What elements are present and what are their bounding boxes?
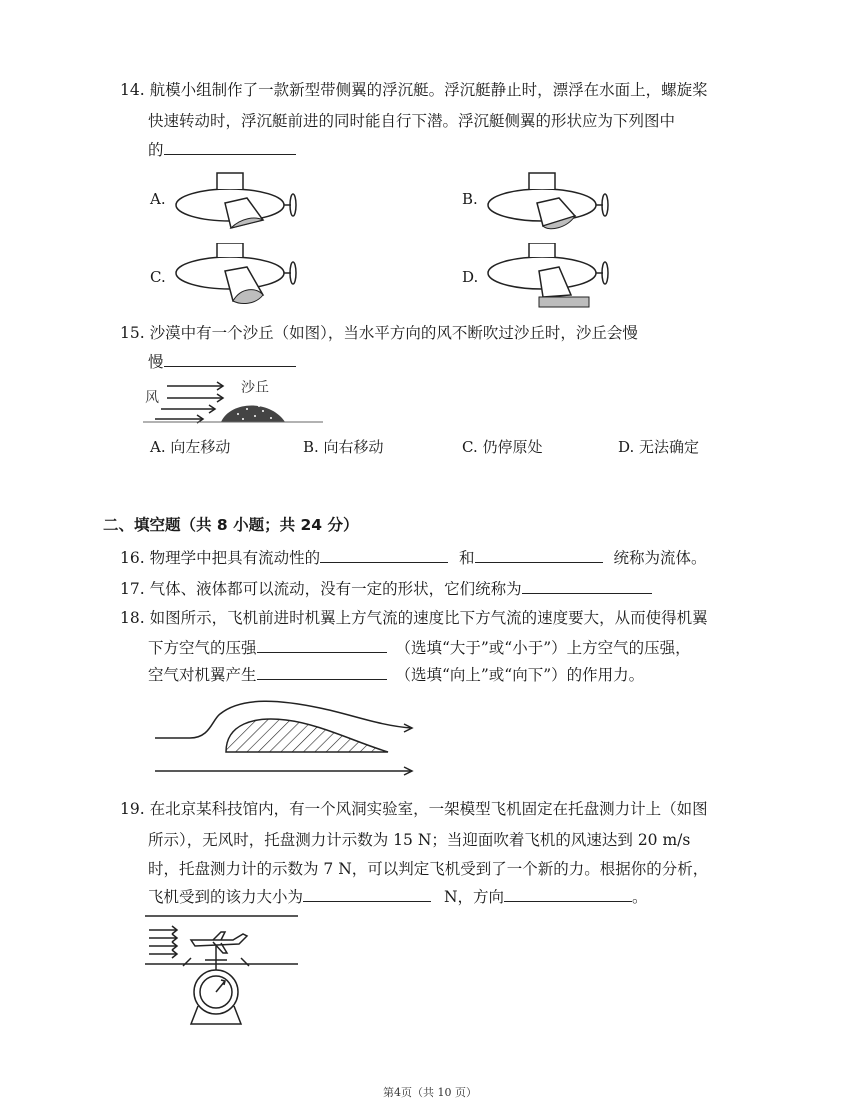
q18-line2-text-a: 下方空气的压强 bbox=[148, 639, 257, 657]
q19-line4-text-c: 。 bbox=[632, 888, 648, 906]
q16-line bbox=[120, 546, 706, 569]
q17-text: 17. 气体、液体都可以流动，没有一定的形状，它们统称为 bbox=[120, 580, 522, 598]
q15-option-d[interactable]: D. 无法确定 bbox=[618, 438, 700, 456]
q14-line2: 快速转动时，浮沉艇前进的同时能自行下潜。浮沉艇侧翼的形状应为下列图中 bbox=[148, 112, 676, 130]
q16-text-3: 统称为流体。 bbox=[613, 549, 707, 567]
q18-figure-airfoil bbox=[150, 690, 420, 782]
q18-line3-text-b: （选填“向上”或“向下”）的作用力。 bbox=[395, 666, 645, 684]
q16-blank-2[interactable] bbox=[475, 546, 603, 563]
q18-blank-2[interactable] bbox=[257, 663, 387, 680]
q19-line2: 所示），无风时，托盘测力计示数为 15 N；当迎面吹着飞机的风速达到 20 m/s bbox=[148, 831, 691, 849]
q19-blank-2[interactable] bbox=[504, 885, 632, 902]
q15-line1: 15. 沙漠中有一个沙丘（如图），当水平方向的风不断吹过沙丘时，沙丘会慢 bbox=[120, 324, 638, 342]
q18-line1: 18. 如图所示，飞机前进时机翼上方气流的速度比下方气流的速度要大，从而使得机翼 bbox=[120, 609, 708, 627]
q14-figure-a bbox=[175, 168, 305, 238]
q15-answer-blank[interactable] bbox=[164, 350, 296, 367]
q15-dune-label: 沙丘 bbox=[241, 380, 269, 396]
q19-line4 bbox=[148, 885, 648, 908]
q19-line1: 19. 在北京某科技馆内，有一个风洞实验室，一架模型飞机固定在托盘测力计上（如图 bbox=[120, 800, 708, 818]
q14-line3 bbox=[148, 138, 296, 161]
q19-line4-text-b: N，方向 bbox=[443, 888, 505, 906]
q16-text-2: 和 bbox=[459, 549, 475, 567]
q15-option-c[interactable]: C. 仍停原处 bbox=[462, 438, 543, 456]
q14-figure-b bbox=[487, 168, 617, 238]
q14-option-a[interactable]: A. bbox=[150, 190, 166, 208]
q18-line3 bbox=[148, 663, 644, 686]
section-heading: 二、填空题（共 8 小题；共 24 分） bbox=[103, 516, 359, 534]
q14-line1: 14. 航模小组制作了一款新型带侧翼的浮沉艇。浮沉艇静止时，漂浮在水面上，螺旋桨 bbox=[120, 81, 708, 99]
q14-figure-d bbox=[487, 243, 617, 313]
q19-blank-1[interactable] bbox=[303, 885, 431, 902]
q15-line2-text: 慢 bbox=[148, 353, 164, 371]
q19-line3: 时，托盘测力计的示数为 7 N，可以判定飞机受到了一个新的力。根据你的分析， bbox=[148, 860, 709, 878]
q19-figure-wind-tunnel bbox=[143, 908, 303, 1033]
q18-line2 bbox=[148, 636, 691, 659]
q15-wind-label: 风 bbox=[145, 390, 159, 406]
q14-option-c[interactable]: C. bbox=[150, 268, 166, 286]
q14-figure-c bbox=[175, 243, 305, 313]
q17-blank[interactable] bbox=[522, 577, 652, 594]
q16-text-1: 16. 物理学中把具有流动性的 bbox=[120, 549, 321, 567]
q19-line4-text-a: 飞机受到的该力大小为 bbox=[148, 888, 304, 906]
q17-line bbox=[120, 577, 652, 600]
q14-option-b[interactable]: B. bbox=[462, 190, 478, 208]
q14-line3-text: 的 bbox=[148, 141, 164, 159]
q15-line2 bbox=[148, 350, 296, 373]
q18-blank-1[interactable] bbox=[257, 636, 387, 653]
q18-line2-text-b: （选填“大于”或“小于”）上方空气的压强， bbox=[395, 639, 691, 657]
q15-option-b[interactable]: B. 向右移动 bbox=[303, 438, 384, 456]
q18-line3-text-a: 空气对机翼产生 bbox=[148, 666, 257, 684]
q15-figure-dune bbox=[143, 378, 323, 424]
q14-answer-blank[interactable] bbox=[164, 138, 296, 155]
page-footer: 第4页（共 10 页） bbox=[383, 1086, 477, 1099]
q14-option-d[interactable]: D. bbox=[462, 268, 479, 286]
q16-blank-1[interactable] bbox=[320, 546, 448, 563]
q15-option-a[interactable]: A. 向左移动 bbox=[150, 438, 231, 456]
